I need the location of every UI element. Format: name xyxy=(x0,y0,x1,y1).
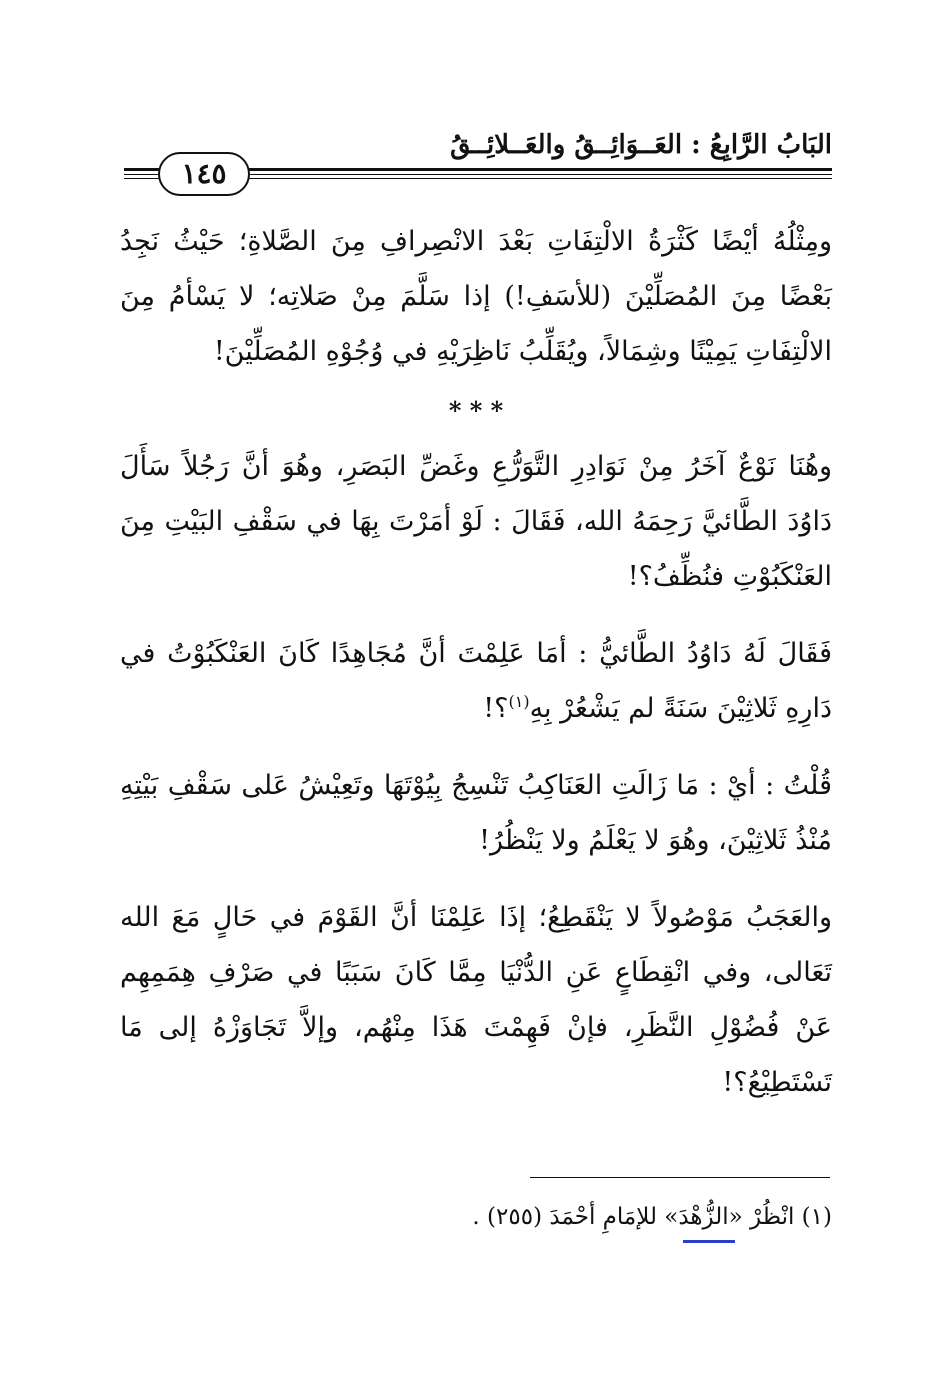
footnote: (١) انْظُرْ «الزُّهْدَ» للإمَامِ أحْمَدَ (٢٥٥) . xyxy=(472,1204,832,1230)
paragraph: وهُنَا نَوْعٌ آخَرُ مِنْ نَوَادِرِ التَّوَرُّعِ وغَضِّ البَصَرِ، وهُوَ أنَّ رَجُلاً سَأَلَ دَاوُدَ الطَّائيَّ رَحِمَهُ الله، فَقَالَ : لَوْ أمَرْتَ بِهَا في سَقْفِ البَيْتِ مِنَ العَنْكَبُوْتِ فنُظِّفُ؟! xyxy=(120,451,832,592)
running-header: البَابُ الرَّابِعُ : العَــوَائِــقُ والعَــلائِــقُ xyxy=(450,130,832,160)
paragraph: ومِثْلُهُ أيْضًا كَثْرَةُ الالْتِفَاتِ بَعْدَ الانْصِرافِ مِنَ الصَّلاةِ؛ حَيْثُ نَجِدُ بَعْضًا مِنَ المُصَلِّيْنَ (للأسَفِ!) إذا سَلَّمَ مِنْ صَلاتِه؛ لا يَسْأمُ مِنَ الالْتِفَاتِ يَمِيْنًا وشِمَالاً، ويُقَلِّبُ نَاظِرَيْهِ في وُجُوْهِ المُصَلِّيْنَ! xyxy=(120,226,832,367)
body-text xyxy=(120,214,832,1110)
paragraph-text: فَقَالَ لَهُ دَاوُدُ الطَّائيُّ : أمَا عَلِمْتَ أنَّ مُجَاهِدًا كَانَ العَنْكَبُوْتُ في دَارِهِ ثَلاثِيْنَ سَنَةً لم يَشْعُرْ بِهِ xyxy=(120,638,832,724)
page-number: ١٤٥ xyxy=(158,152,250,196)
paragraph-text-end: ؟! xyxy=(483,693,509,724)
link-underline[interactable] xyxy=(683,1240,735,1243)
section-separator: * * * xyxy=(448,396,504,425)
paragraph: والعَجَبُ مَوْصُولاً لا يَنْقَطِعُ؛ إذَا عَلِمْنَا أنَّ القَوْمَ في حَالٍ مَعَ الله تَعَالى، وفي انْقِطَاعٍ عَنِ الدُّنْيَا مِمَّا كَانَ سَبَبًا في صَرْفِ هِمَمِهِم عَنْ فُضُوْلِ النَّظَرِ، فإنْ فَهِمْتَ هَذَا مِنْهُم، وإلاَّ تَجَاوَزْهُ إلى مَا تَسْتَطِيْعُ؟! xyxy=(120,902,832,1098)
footnote-reference[interactable]: (١) xyxy=(508,692,530,711)
footnote-separator xyxy=(530,1177,830,1178)
paragraph xyxy=(120,626,832,736)
paragraph: قُلْتُ : أيْ : مَا زَالَتِ العَنَاكِبُ تَنْسِجُ بِيُوْتَهَا وتَعِيْشُ عَلى سَقْفِ بَيْتِهِ مُنْذُ ثَلاثِيْنَ، وهُوَ لا يَعْلَمُ ولا يَنْظُرُ! xyxy=(120,770,832,856)
